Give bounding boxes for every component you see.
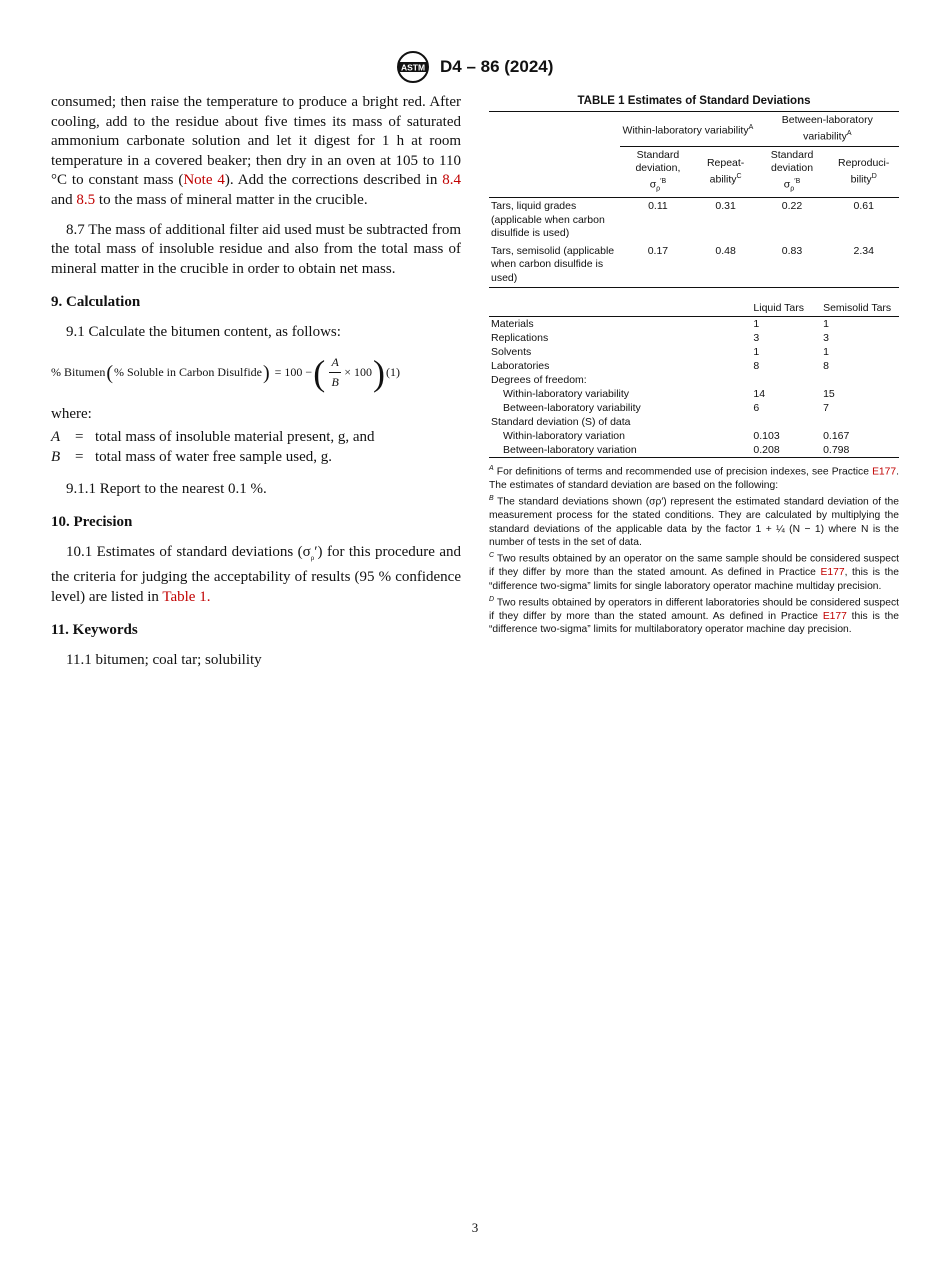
footnote-a: $^A$ For definitions of terms and recommended use of precision indexes, see Practice E177. The estimates of standard deviation are based on the following: xyxy=(489,465,899,491)
paragraph-9-1-1: 9.1.1 Report to the nearest 0.1 %. xyxy=(66,480,267,497)
header-semisolid-tars: Semisolid Tars xyxy=(823,302,892,315)
equation-number: (1) xyxy=(385,364,400,379)
table-row: Degrees of freedom: xyxy=(491,374,587,387)
table-row: Between-laboratory variation 0.208 0.798 xyxy=(503,444,850,457)
footnote-d: $^D$ Two results obtained by operators in different laboratories should be considered suspect if they differ by more than the stated amount. As defined in Practice E177 this is the “difference two-sigma” limits for multilaboratory operator machine day precision. xyxy=(489,596,899,636)
table-row: Between-laboratory variability 6 7 xyxy=(503,402,829,415)
note-4-link[interactable]: Note 4 xyxy=(183,172,225,189)
table-row: Within-laboratory variation 0.103 0.167 xyxy=(503,430,850,443)
section-9-heading: 9. Calculation xyxy=(51,294,141,311)
header-liquid-tars: Liquid Tars xyxy=(753,302,804,315)
header-std-dev-between: Standard deviation $\sigma_\rho^{'B}$ xyxy=(770,148,814,193)
section-11-heading: 11. Keywords xyxy=(51,622,138,639)
table-row: Laboratories 8 8 xyxy=(491,360,829,373)
e177-link-d[interactable]: E177 xyxy=(822,610,847,622)
table-row: Tars, semisolid (applicable when carbon disulfide is used) 0.17 0.48 0.83 2.34 xyxy=(491,244,874,284)
header-within-lab: Within-laboratory variability$^A$ xyxy=(620,112,755,147)
paragraph-11-1: 11.1 bitumen; coal tar; solubility xyxy=(66,652,262,669)
paragraph-9-1: 9.1 Calculate the bitumen content, as follows: xyxy=(66,323,341,340)
table-footnotes xyxy=(489,462,899,637)
section-8-4-link[interactable]: 8.4 xyxy=(442,172,461,189)
paragraph-8-7: 8.7 The mass of additional filter aid used must be subtracted from the total mass of insoluble residue and also from the total mass of mineral matter in the crucible in order to obtain net mass. xyxy=(51,221,461,277)
table-1-link[interactable]: Table 1. xyxy=(162,588,211,605)
svg-text:ASTM: ASTM xyxy=(400,62,426,73)
e177-link-c[interactable]: E177 xyxy=(820,567,845,579)
table-1-basis xyxy=(489,302,899,458)
paragraph-8-6-continued: consumed; then raise the temperature to produce a bright red. After cooling, add to the residue about five times its mass of saturated ammonium carbonate solution and let it digest for 1 h at room temperature in a covered beaker; then dry in an oven at 105 to 110 °C to constant mass (Note 4). Add the corrections described in 8.4 and 8.5 to the mass of mineral matter in the crucible. xyxy=(51,94,461,208)
page-header xyxy=(0,50,950,86)
section-10-heading: 10. Precision xyxy=(51,514,133,531)
table-row: Replications 3 3 xyxy=(491,332,829,345)
table-row: Standard deviation (S) of data xyxy=(491,416,631,429)
page-number: 3 xyxy=(471,1220,479,1235)
e177-link-a[interactable]: E177 xyxy=(872,466,897,478)
section-8-5-link[interactable]: 8.5 xyxy=(76,191,96,208)
formula-fraction: $\frac{A}{B}$ xyxy=(329,353,341,393)
right-column xyxy=(489,95,899,637)
paragraph-10-1: 10.1 Estimates of standard deviations $(\sigma_\rho')$ for this procedure and the criteria for judging the acceptability of results (95 % confidence level) are listed in Table 1. xyxy=(51,543,462,605)
header-reproducibility: Reproduci-bility$^D$ xyxy=(838,157,890,186)
table-row: Within-laboratory variability 14 15 xyxy=(503,388,835,401)
header-between-lab: Between-laboratory variability$^A$ xyxy=(756,112,899,147)
document-id: D4 – 86 (2024) xyxy=(440,57,554,76)
where-label: where: xyxy=(51,405,92,422)
table-1 xyxy=(489,111,899,288)
table-row: Materials 1 1 xyxy=(491,318,829,331)
bitumen-formula: % Bitumen ( % Soluble in Carbon Disulfide ) = 100 − ( $\frac{A}{B}$ × 100 ) (1) xyxy=(51,352,400,393)
header-std-dev-within: Standard deviation, $\sigma_\rho^{'B}$ xyxy=(635,148,681,193)
footnote-c: $^C$ Two results obtained by an operator on the same sample should be considered suspect if they differ by more than the stated amount. As defined in Practice E177, this is the “difference two-sigma” limits for single laboratory operator machine multiday precision. xyxy=(489,552,899,592)
definition-row: A = total mass of insoluble material present, g, and xyxy=(51,429,375,446)
definition-row: B = total mass of water free sample used, g. xyxy=(51,448,333,465)
astm-logo-icon xyxy=(395,50,431,84)
footnote-b: $^B$ The standard deviations shown (σρ′) represent the estimated standard deviation of the measurement process for the stated conditions. They are calculated by multiplying the standard deviations of the applicable data by the factor 1 + ¼ (N − 1) where N is the number of tests in the set of data. xyxy=(489,495,899,548)
table-row: Tars, liquid grades (applicable when carbon disulfide is used) 0.11 0.31 0.22 0.61 xyxy=(491,200,874,240)
left-column xyxy=(51,93,461,681)
table-row: Solvents 1 1 xyxy=(491,346,829,359)
variable-definitions xyxy=(51,428,461,467)
table-1-title: TABLE 1 Estimates of Standard Deviations xyxy=(577,95,811,107)
header-repeatability: Repeat-ability$^C$ xyxy=(706,157,745,186)
